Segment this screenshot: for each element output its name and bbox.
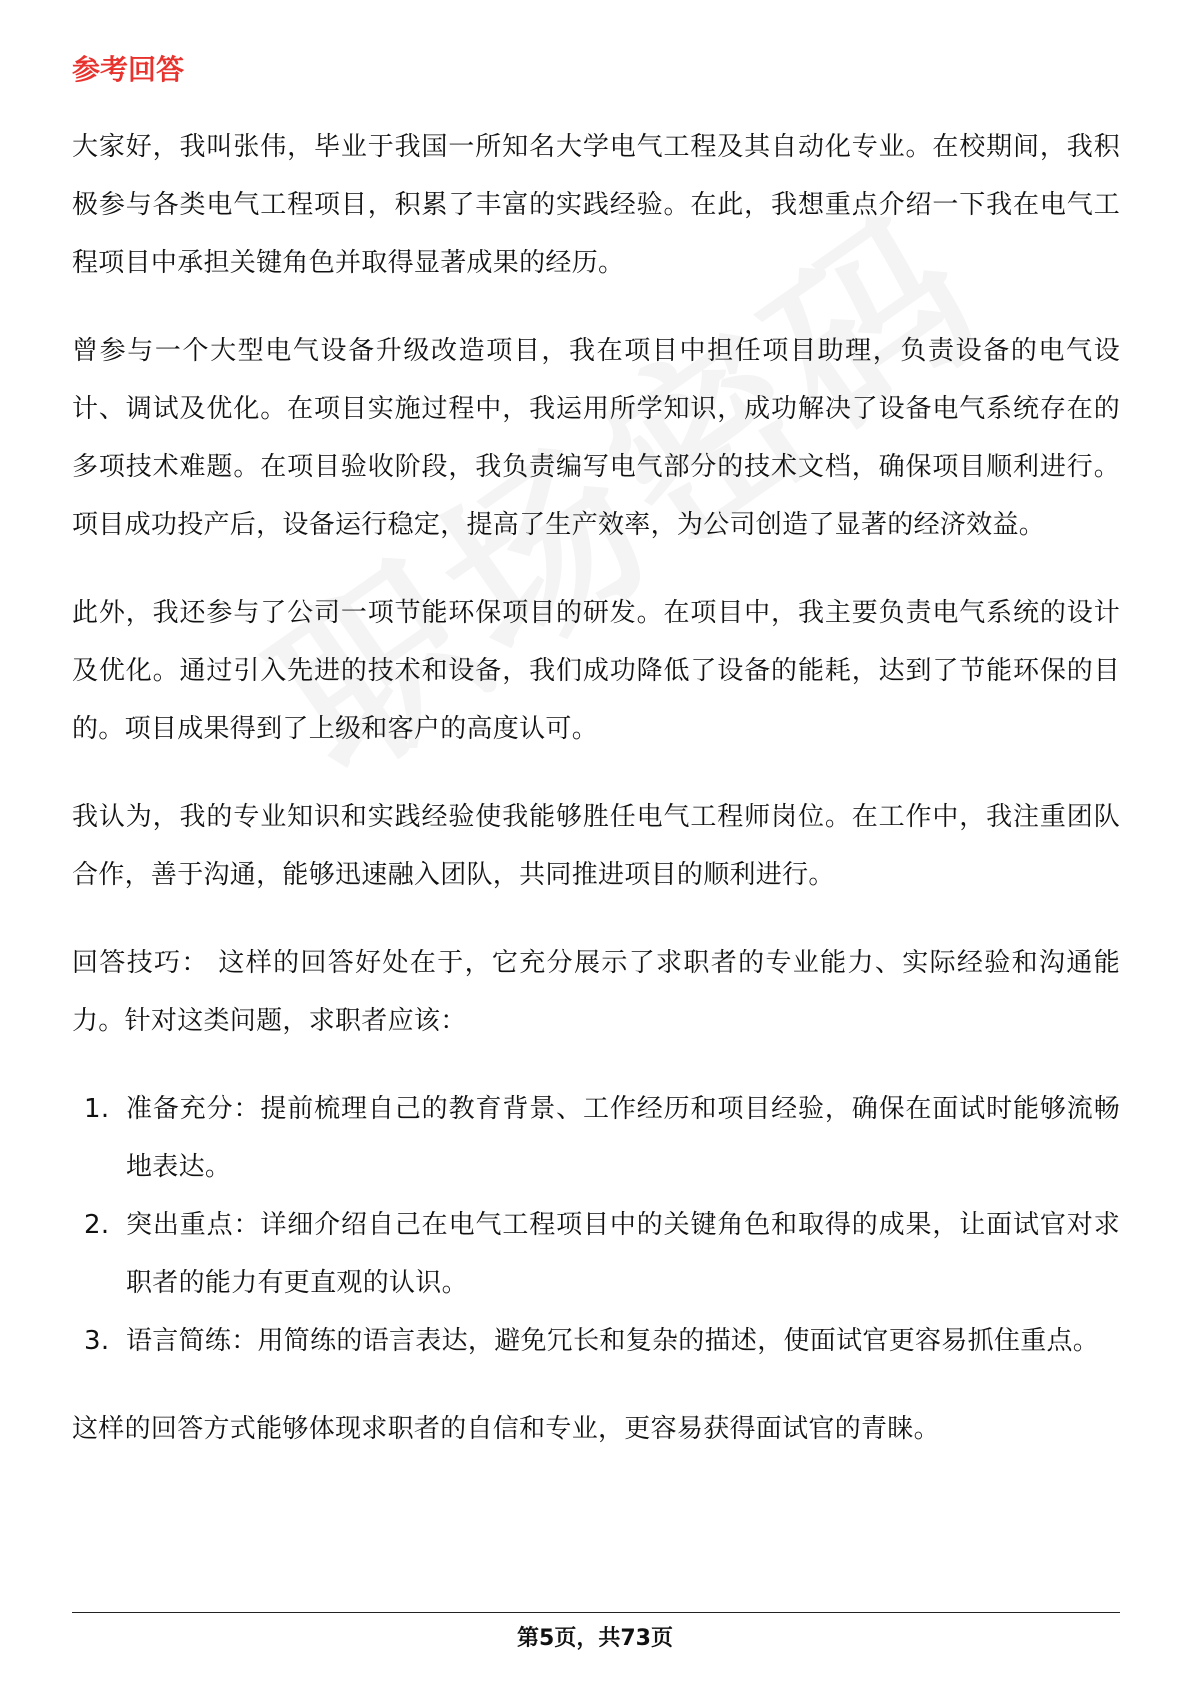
list-item-text: 准备充分：提前梳理自己的教育背景、工作经历和项目经验，确保在面试时能够流畅地表达。	[126, 1094, 1120, 1182]
project-paragraph: 曾参与一个大型电气设备升级改造项目，我在项目中担任项目助理，负责设备的电气设计、调试及优化。在项目实施过程中，我运用所学知识，成功解决了设备电气系统存在的多项技术难题。在项目验收阶段，我负责编写电气部分的技术文档，确保项目顺利进行。项目成功投产后，设备运行稳定，提高了生产效率，为公司创造了显著的经济效益。	[72, 336, 1120, 540]
list-item	[72, 1080, 1120, 1196]
list-item-number: 3.	[84, 1326, 110, 1356]
intro-paragraph: 大家好，我叫张伟，毕业于我国一所知名大学电气工程及其自动化专业。在校期间，我积极参与各类电气工程项目，积累了丰富的实践经验。在此，我想重点介绍一下我在电气工程项目中承担关键角色并取得显著成果的经历。	[72, 132, 1120, 278]
section-heading: 参考回答	[72, 53, 185, 86]
list-item	[72, 1312, 1120, 1370]
list-item-number: 2.	[84, 1210, 110, 1240]
tips-intro-paragraph: 回答技巧： 这样的回答好处在于，它充分展示了求职者的专业能力、实际经验和沟通能力。针对这类问题，求职者应该：	[72, 948, 1120, 1036]
page-number: 第5页，共73页	[517, 1626, 673, 1651]
tips-list	[72, 1080, 1120, 1370]
self-assessment-paragraph: 我认为，我的专业知识和实践经验使我能够胜任电气工程师岗位。在工作中，我注重团队合作，善于沟通，能够迅速融入团队，共同推进项目的顺利进行。	[72, 802, 1120, 890]
closing-paragraph: 这样的回答方式能够体现求职者的自信和专业，更容易获得面试官的青睐。	[72, 1414, 940, 1444]
energy-project-paragraph: 此外，我还参与了公司一项节能环保项目的研发。在项目中，我主要负责电气系统的设计及优化。通过引入先进的技术和设备，我们成功降低了设备的能耗，达到了节能环保的目的。项目成果得到了上级和客户的高度认可。	[72, 598, 1120, 744]
answer-body	[72, 118, 1120, 1488]
list-item-text: 突出重点：详细介绍自己在电气工程项目中的关键角色和取得的成果，让面试官对求职者的能力有更直观的认识。	[126, 1210, 1120, 1298]
footer-divider	[72, 1612, 1120, 1613]
list-item-text: 语言简练：用简练的语言表达，避免冗长和复杂的描述，使面试官更容易抓住重点。	[126, 1326, 1100, 1356]
list-item-number: 1.	[84, 1094, 110, 1124]
list-item	[72, 1196, 1120, 1312]
